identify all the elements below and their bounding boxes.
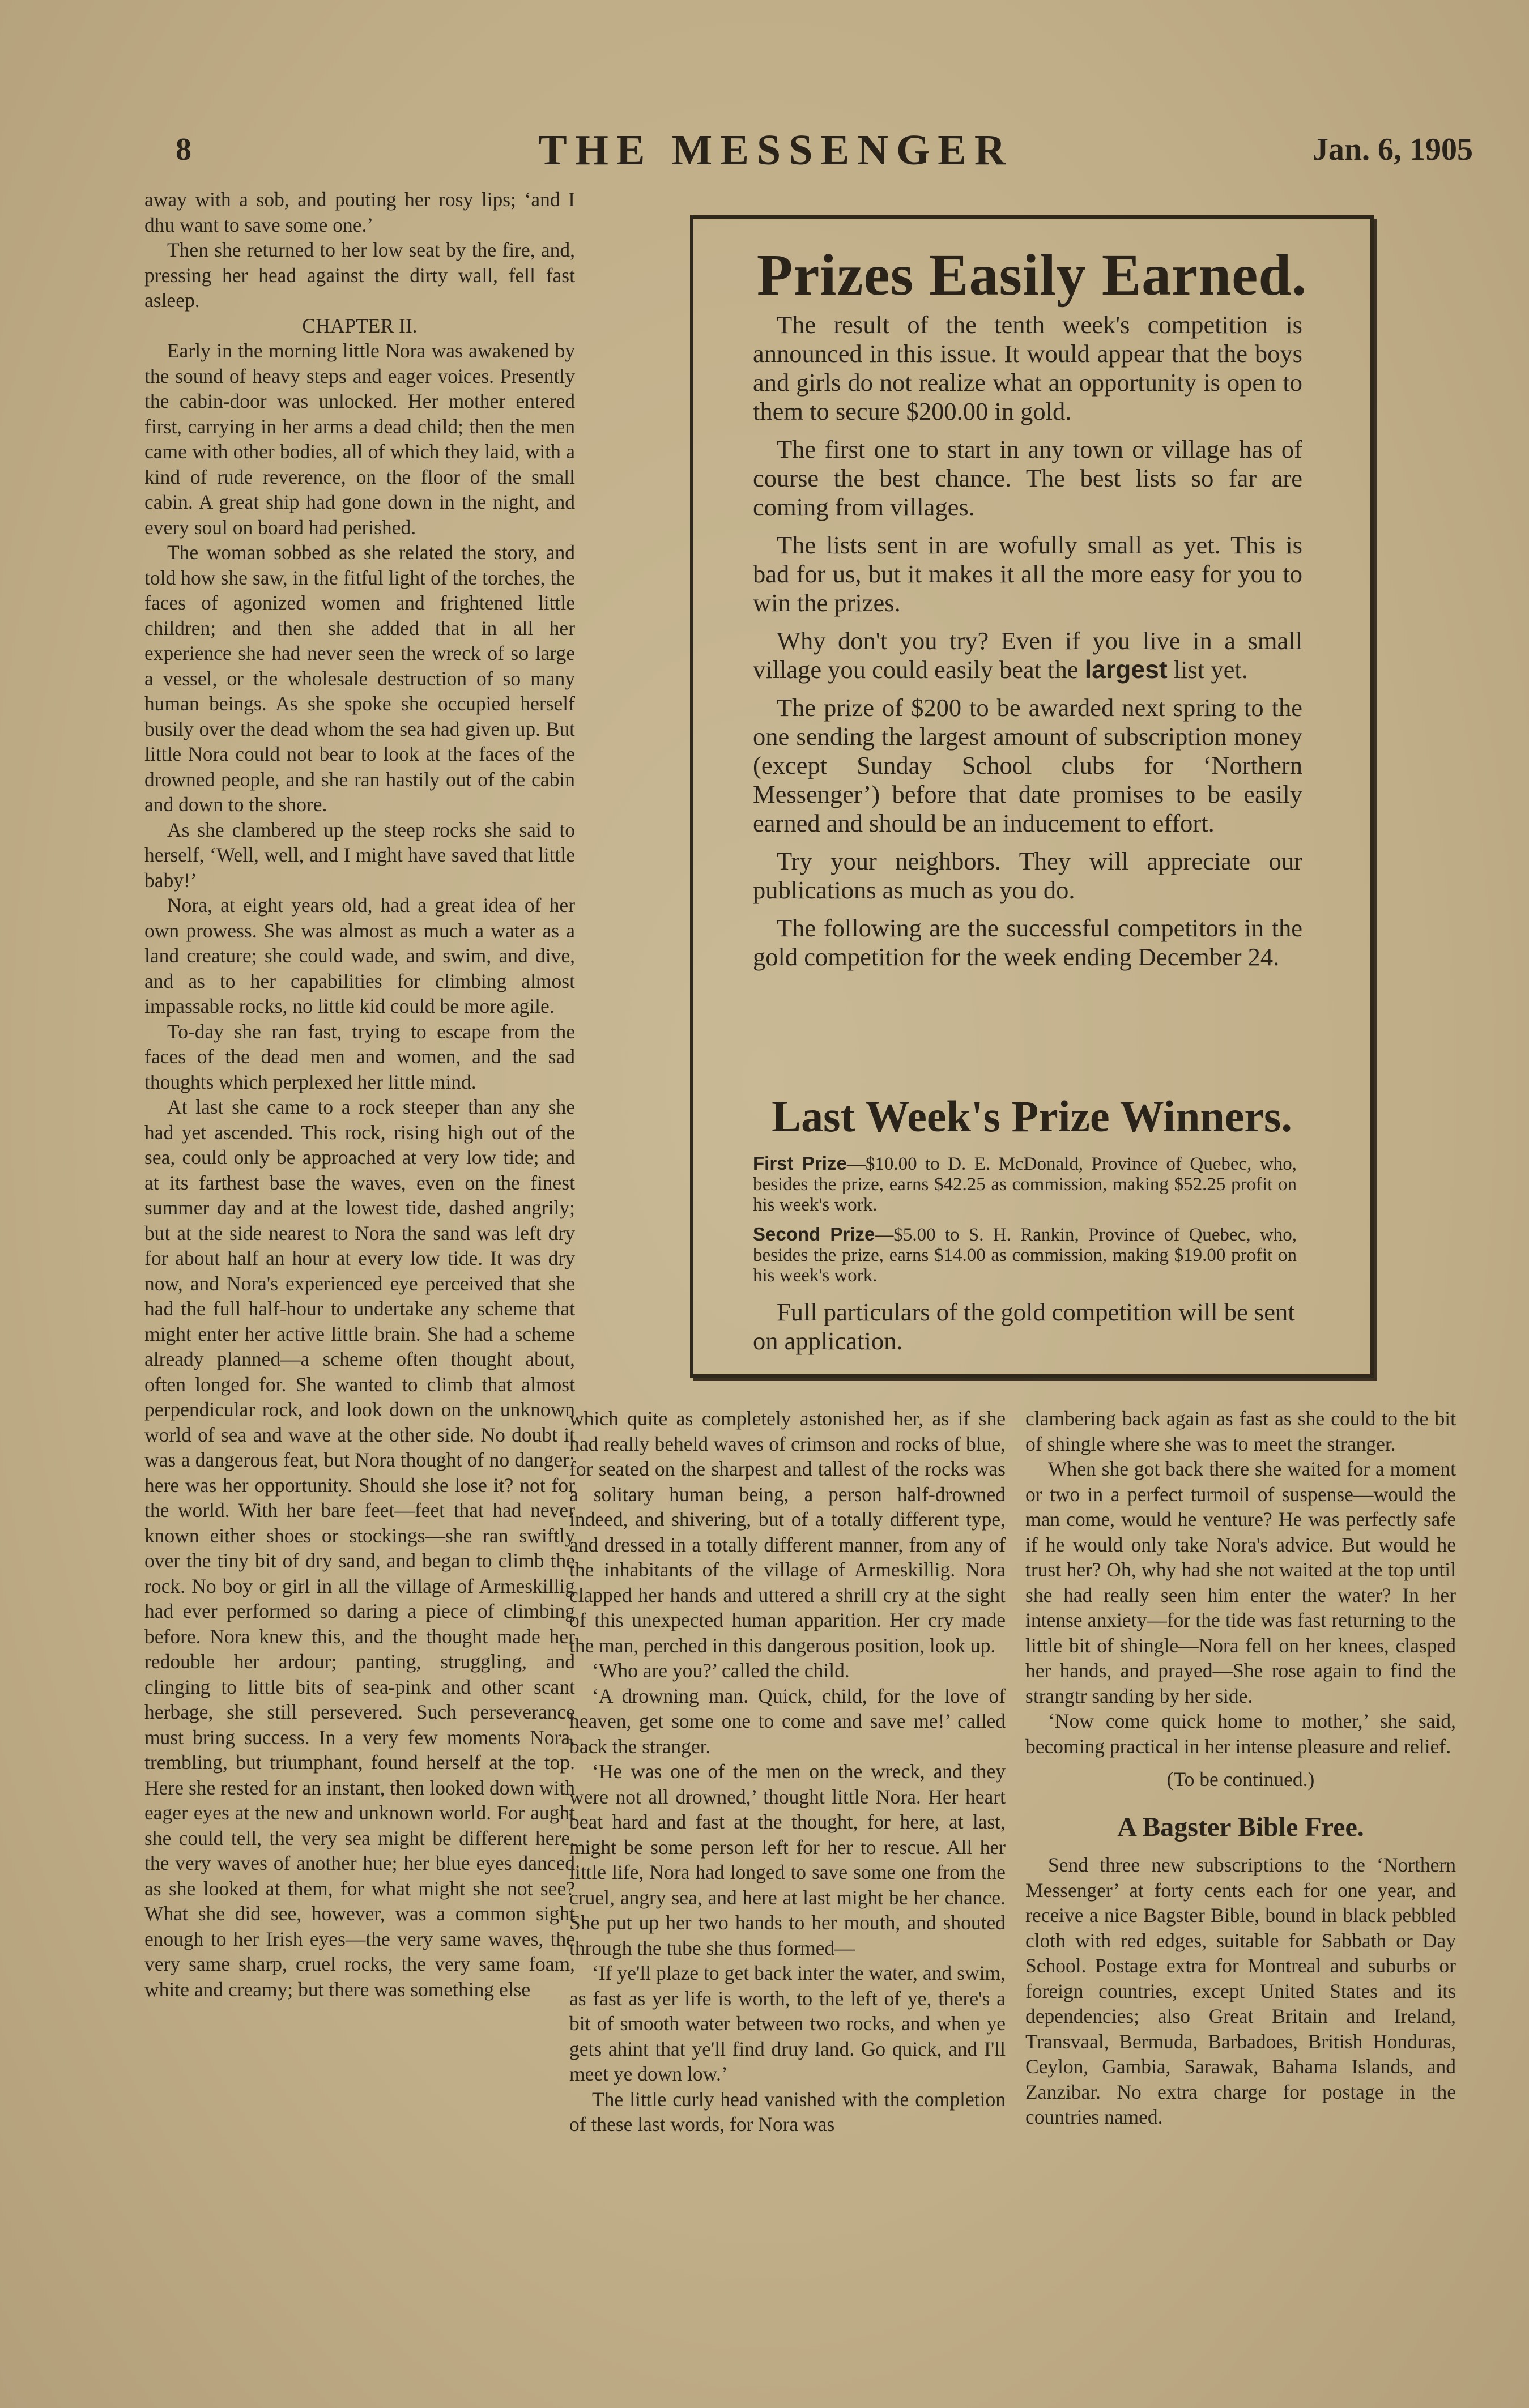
bible-offer-title: A Bagster Bible Free. (1117, 1812, 1364, 1842)
ad-title: Prizes Easily Earned. (756, 242, 1307, 308)
ad-paragraph: The following are the successful competitors in the gold competition for the week ending December 24. (753, 914, 1302, 971)
ad-paragraph: The lists sent in are wofully small as yet. This is bad for us, but it makes it all the more easy for you to win the prizes. (753, 531, 1302, 617)
paragraph: which quite as completely astonished her, as if she had really beheld waves of crimson and rocks of blue, for seated on the sharpest and tallest of the rocks was a solitary human being, a person half-drowned indeed, and shivering, but of a totally different type, and dressed in a totally different manner, from any of the inhabitants of the village of Armeskillig. Nora clapped her hands and uttered a shrill cry at the sight of this unexpected human apparition. Her cry made the man, perched in this dangerous position, look up. (569, 1407, 1006, 1657)
paragraph: ‘Now come quick home to mother,’ she said, becoming practical in her intense pleasure and relief. (1025, 1710, 1456, 1758)
paragraph: At last she came to a rock steeper than any she had yet ascended. This rock, rising high out of the sea, could only be approached at very low tide; and at its farthest base the waves, even on the finest summer day and at the lowest tide, dashed angrily; but at the side nearest to Nora the sand was left dry for about half an hour at every low tide. It was dry now, and Nora's experienced eye perceived that she had the full half-hour to undertake any scheme that might enter her active little brain. She had a scheme already planned—a scheme often thought about, often longed for. She wanted to climb that almost perpendicular rock, and look down on the unknown world of sea and wave at the other side. No doubt it was a dangerous feat, but Nora thought of no danger; here was her opportunity. Should she lose it? not for the world. With her bare feet—feet that had never known either shoes or stockings—she ran swiftly over the tiny bit of dry sand, and began to climb the rock. No boy or girl in all the village of Armeskillig had ever performed so daring a piece of climbing before. Nora knew this, and the thought made her redouble her ardour; panting, struggling, and clinging to little bits of sea-pink and other scant herbage, she still persevered. Such perseverance must bring success. In a very few moments Nora, trembling, but triumphant, found herself at the top. Here she rested for an instant, then looked down with eager eyes at the new and unknown world. For aught she could tell, the very sea might be different here, the very waves of another hue; her blue eyes danced as she looked at them, for what might she not see? What she did see, however, was a common sight enough to her Irish eyes—the very same waves, the very same sharp, cruel rocks, the very same foam, white and creamy; but there was something else (144, 1096, 575, 2001)
prizes-advertisement (690, 215, 1374, 1378)
paragraph: ‘He was one of the men on the wreck, and they were not all drowned,’ thought little Nora. Her heart beat hard and fast at the thought, for here, at last, might be some person left for her to rescue. All her little life, Nora had longed to save some one from the cruel, angry sea, and here at last might be her chance. She put up her two hands to her mouth, and shouted through the tube she thus formed— (569, 1760, 1006, 1959)
paragraph: away with a sob, and pouting her rosy lips; ‘and I dhu want to save some one.’ (144, 188, 575, 236)
winners-title: Last Week's Prize Winners. (772, 1092, 1292, 1141)
chapter-heading: CHAPTER II. (302, 314, 418, 337)
second-prize (753, 1224, 1297, 1286)
ad-emphasis: largest (1084, 656, 1168, 684)
second-prize-label: Second Prize (753, 1224, 875, 1245)
page-number: 8 (176, 132, 191, 167)
ad-paragraph: The first one to start in any town or village has of course the best chance. The best lists so far are coming from villages. (753, 435, 1302, 521)
ad-paragraph (753, 626, 1302, 684)
masthead: THE MESSENGER (538, 126, 1013, 174)
second-prize-text: —$5.00 to S. H. Rankin, Province of Quebec, who, besides the prize, earns $14.00 as commission, making $19.00 profit on his week's work. (753, 1225, 1297, 1286)
ad-footer (753, 1298, 1302, 1356)
paragraph: The woman sobbed as she related the story, and told how she saw, in the fitful light of the torches, the faces of agonized women and frightened little children; and then she added that in all her experience she had never seen the wreck of so large a vessel, or the wholesale destruction of so many human beings. As she spoke she occupied herself busily over the dead whom the sea had given up. But little Nora could not bear to look at the faces of the drowned people, and she ran hastily out of the cabin and down to the shore. (144, 541, 575, 816)
story-column-2 (569, 1406, 1006, 2137)
bible-offer-text: Send three new subscriptions to the ‘Northern Messenger’ at forty cents each for one year, and receive a nice Bagster Bible, bound in black pebbled cloth with red edges, suitable for Sabbath or Day School. Postage extra for Montreal and suburbs or foreign countries, except United States and its dependencies; also Great Britain and Ireland, Transvaal, Bermuda, Barbadoes, British Honduras, Ceylon, Gambia, Sarawak, Bahama Islands, and Zanzibar. No extra charge for postage in the countries named. (1025, 1853, 1456, 2128)
issue-date: Jan. 6, 1905 (1312, 132, 1473, 167)
story-column-3 (1025, 1406, 1456, 2130)
paragraph: The little curly head vanished with the completion of these last words, for Nora was (569, 2087, 1006, 2136)
paragraph: ‘A drowning man. Quick, child, for the love of heaven, get some one to come and save me!’ called back the stranger. (569, 1684, 1006, 1758)
first-prize-text: —$10.00 to D. E. McDonald, Province of Quebec, who, besides the prize, earns $42.25 as commission, making $52.25 profit on his week's work. (753, 1154, 1297, 1215)
paragraph: clambering back again as fast as she could to the bit of shingle where she was to meet the stranger. (1025, 1407, 1456, 1455)
ad-paragraph: The prize of $200 to be awarded next spring to the one sending the largest amount of subscription money (except Sunday School clubs for ‘Northern Messenger’) before that date promises to be easily earned and should be an inducement to effort. (753, 693, 1302, 837)
ad-text: Why don't you try? Even if you live in a small village you could easily beat the (753, 626, 1302, 684)
ad-text: list yet. (1167, 655, 1248, 684)
first-prize (753, 1153, 1297, 1215)
paragraph: To-day she ran fast, trying to escape from the faces of the dead men and women, and the sad thoughts which perplexed her little mind. (144, 1020, 575, 1093)
story-column-1 (144, 187, 575, 2002)
paragraph: Then she returned to her low seat by the fire, and, pressing her head against the dirty wall, fell fast asleep. (144, 238, 575, 312)
ad-footer-text: Full particulars of the gold competition will be sent on application. (753, 1298, 1295, 1355)
paragraph: Nora, at eight years old, had a great idea of her own prowess. She was almost as much a water as a land creature; she could wade, and swim, and dive, and as to her capabilities for climbing almost impassable rocks, no little kid could be more agile. (144, 894, 575, 1017)
ad-paragraph: Try your neighbors. They will appreciate our publications as much as you do. (753, 847, 1302, 904)
paragraph: When she got back there she waited for a moment or two in a perfect turmoil of suspense—would the man come, would he venture? He was perfectly safe if he would only take Nora's advice. But would he trust her? Oh, why had she not waited at the top until she had really seen him enter the water? In her intense anxiety—for the tide was fast returning to the little bit of shingle—Nora fell on her knees, clasped her hands, and prayed—She rose again to find the strangtr sanding by her side. (1025, 1457, 1456, 1707)
page-header (176, 126, 1473, 177)
paragraph: ‘If ye'll plaze to get back inter the water, and swim, as fast as yer life is worth, to the left of ye, there's a bit of smooth water between two rocks, and when ye gets ahint that ye'll find druy land. Go quick, and I'll meet ye down low.’ (569, 1962, 1006, 2085)
ad-body (753, 310, 1302, 981)
ad-paragraph: The result of the tenth week's competition is announced in this issue. It would appear that the boys and girls do not realize what an opportunity is open to them to secure $200.00 in gold. (753, 310, 1302, 425)
to-be-continued: (To be continued.) (1166, 1768, 1315, 1791)
paragraph: Early in the morning little Nora was awakened by the sound of heavy steps and eager voices. Presently the cabin-door was unlocked. Her mother entered first, carrying in her arms a dead child; then the men came with other bodies, all of which they laid, with a kind of rude reverence, on the floor of the small cabin. A great ship had gone down in the night, and every soul on board had perished. (144, 339, 575, 539)
paragraph: As she clambered up the steep rocks she said to herself, ‘Well, well, and I might have saved that little baby!’ (144, 818, 575, 892)
paragraph: ‘Who are you?’ called the child. (592, 1659, 850, 1682)
first-prize-label: First Prize (753, 1153, 847, 1174)
